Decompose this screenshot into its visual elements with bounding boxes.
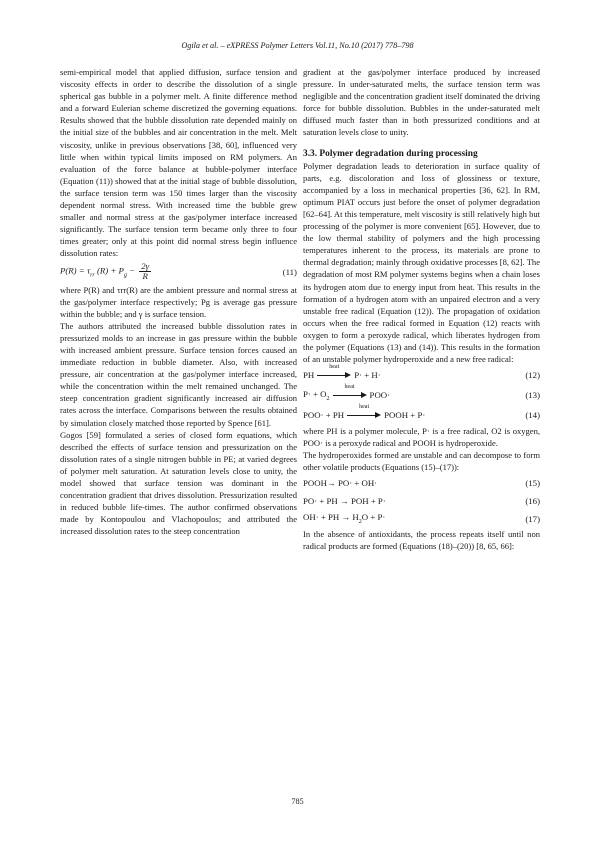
equation-number: (15) (525, 477, 540, 488)
heat-arrow-icon: heat (333, 390, 367, 400)
paragraph: gradient at the gas/polymer interface produced by increased pressure. In under-saturated melts, the surface tension term was negligible and the concentration gradient itself dominated the driving force for bubble dissolution. Bubbles in the under-saturated melt diffused much faster than in both pressurized conditions and at saturation levels close to unity. (303, 67, 540, 138)
left-column (60, 66, 297, 537)
paragraph: Gogos [59] formulated a series of closed form equations, which described the effects of surface tension and pressurization on the dissolution rates of a single nitrogen bubble in PE; at varied degrees of polymer melt saturation. At saturation levels close to unity, the model showed that surface tension was dominant in the concentration gradient that drives dissolution. Pressurization resulted in reduced bubble life-times. The author confirmed observations made by Kontopoulou and Vlachopoulos; and attributed the increased dissolution rates to the steep concentration (60, 429, 297, 537)
paragraph: The authors attributed the increased bubble dissolution rates in pressurized molds to an increase in gas pressure within the bubble with increased ambient pressure. Surface tension forces caused an immediate reduction in bubble diameter. Also, with increased pressure, air concentration at the gas/polymer interface increased, while the concentration within the melt remained unchanged. The steep concentration gradient significantly increased air diffusion rates across the interface. Comparisons between the results obtained by simulation closely matched those reported by Spence [61]. (60, 320, 297, 428)
equation-number: (14) (525, 410, 540, 421)
reaction-16: PO· + PH → POH + P· (16) (303, 495, 540, 506)
paragraph: where PH is a polymer molecule, P· is a free radical, O2 is oxygen, POO· is a peroxyde radical and POOH is hydroperoxide. (303, 426, 540, 449)
paragraph: Polymer degradation leads to deterioration in surface quality of parts, e.g. discoloration and loss of glossiness or texture, accompanied by a loss in mechanical properties [36, 62]. In RM, optimum PIAT occurs just before the onset of polymer degradation [62–64]. At this temperature, melt viscosity is still relatively high but processing of the polymer is more convenient [65]. However, due to the low thermal stability of polymers and the high processing temperatures inherent to the process, its materials are prone to thermal degradation; mainly through oxidative processes [8, 62]. The degradation of most RM polymer systems begins when a chain loses its hydrogen atom due to energy input from heat. This results in the formation of a hydrogen atom with an unpaired electron and a very unstable free radical (Equation (12)). The propagation of oxidation occurs when the free radical formed in Equation (12) reacts with oxygen to form a peroxyde radical, which liberates hydrogen from the polymer (Equations (13) and (14)). This results in the formation of an unstable polymer hydroperoxide and a new free radical: (303, 160, 540, 365)
equation-number: (17) (525, 513, 540, 524)
reaction-17: OH· + PH → $H_2O + P\cdot$ (17) (303, 512, 540, 525)
section-heading: 3.3. Polymer degradation during processing (303, 148, 478, 159)
equation-number: (12) (525, 370, 540, 381)
paragraph: semi-empirical model that applied diffusion, surface tension and viscosity effects in order to describe the dissolution of a single spherical gas bubble in a polymer melt. A finite difference method and a forward Eulerian scheme discretized the governing equations. Results showed that the bubble dissolution rate depended mainly on the initial size of the bubbles and air concentration in the melt. Melt viscosity, unlike in previous observations [38, 60], influenced very little when within typical limits imposed on RM polymers. An evaluation of the force balance at bubble-polymer interface (Equation (11)) showed that at the initial stage of bubble dissolution, the surface tension term was 150 times larger than the viscosity dependent normal stress. With increased time the bubble grew smaller and normal stress at the gas/polymer interface increased significantly. The surface tension term became only three to four times greater; only at this point did normal stress begin influence dissolution rates: (60, 67, 297, 259)
reaction-13: $P\cdot + O_2$ heat POO· (13) (303, 384, 540, 402)
heat-arrow-icon: heat (347, 410, 381, 420)
equation-11 (60, 260, 297, 284)
equation-expression: $P(R) = \tau_{rr}$ $(R) + P_g$ − $\frac{2\gamma}{R}$ (60, 261, 150, 281)
right-column (303, 66, 540, 552)
running-header: Ogila et al. – eXPRESS Polymer Letters Vol.11, No.10 (2017) 778–798 (181, 41, 414, 50)
reaction-15: POOH→ PO· + OH· (15) (303, 477, 540, 488)
page-number: 785 (291, 797, 304, 806)
heat-arrow-icon: heat (317, 370, 351, 380)
paragraph: In the absence of antioxidants, the process repeats itself until non radical products are formed (Equations (18)–(20)) [8, 65, 66]: (303, 528, 540, 551)
paragraph: The hydroperoxides formed are unstable and can decompose to form other volatile products (Equations (15)–(17)): (303, 450, 540, 473)
equation-number: (11) (282, 266, 297, 277)
reaction-12: PH heat P· + H· (12) (303, 364, 540, 381)
equation-number: (13) (525, 390, 540, 401)
equation-number: (16) (525, 495, 540, 506)
fraction: $\frac{2\gamma}{R}$ (141, 261, 150, 281)
reaction-14: POO· + PH heat POOH + P· (14) (303, 404, 540, 421)
paragraph: where P(R) and τrr(R) are the ambient pressure and normal stress at the gas/polymer interface respectively; Pg is average gas pressure within the bubble; and γ is surface tension. (60, 284, 297, 319)
